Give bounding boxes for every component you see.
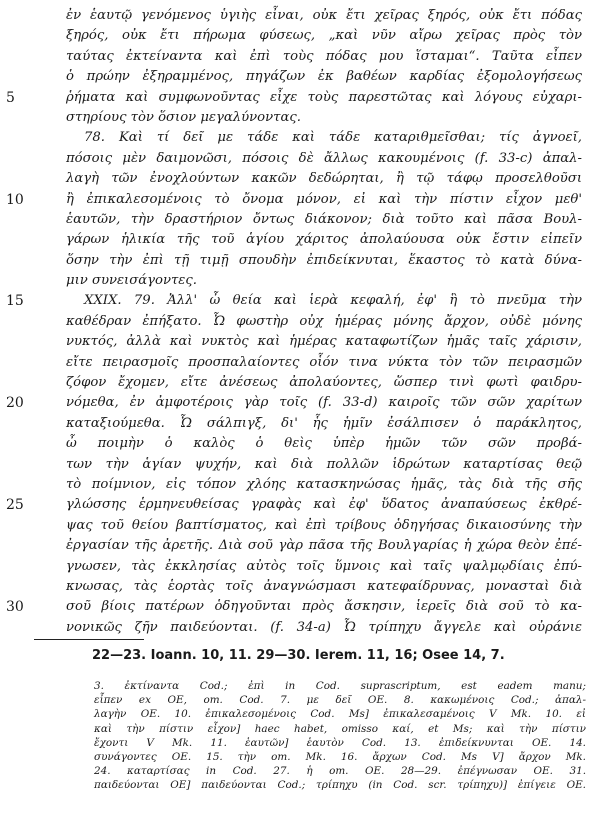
text-line — [0, 210, 600, 230]
line-text: ἐργασίαν τῆς ἀρετῆς. Διὰ σοῦ γὰρ πᾶσα τῆς Βουλγαρίας ἡ χώρα θεὸν ἐπέ- — [66, 538, 582, 554]
text-line — [0, 291, 600, 311]
text-line — [0, 190, 600, 210]
text-line — [0, 88, 600, 108]
text-line — [0, 536, 600, 556]
text-line — [0, 414, 600, 434]
line-number: 5 — [6, 89, 15, 106]
line-text: των τὴν ἁγίαν ψυχήν, καὶ διὰ πολλῶν ἱδρώτων καταρτίσας θεῷ — [66, 456, 582, 472]
text-line — [0, 353, 600, 373]
text-line — [0, 495, 600, 515]
critical-apparatus — [94, 679, 586, 793]
line-text: ἑαυτῶν, τὴν δραστήριον ὄντως διάκονον; διὰ τοῦτο καὶ πᾶσα Βουλ- — [66, 211, 582, 227]
text-line — [0, 67, 600, 87]
line-text: μιν συνεισάγοντες. — [66, 273, 197, 289]
text-line — [0, 251, 600, 271]
text-line — [0, 332, 600, 352]
text-line — [0, 393, 600, 413]
apparatus-line: λαγὴν OE. 10. ἐπικαλεσομένοις Cod. Ms] ἐπικαλεσαμένοις V Mk. 10. εἰ — [94, 708, 586, 721]
apparatus-line: 3. ἐκτίναντα Cod.; ἐπὶ in Cod. suprascriptum, est eadem manu; — [94, 680, 586, 692]
line-text: ψας τοῦ θείου βαπτίσματος, καὶ ἐπὶ τρίβους ὁδηγήσας δικαιοσύνης τὴν — [66, 517, 582, 533]
line-text: ἐν ἑαυτῷ γενόμενος ὑγιὴς εἶναι, οὐκ ἔτι χεῖρας ξηρός, οὐκ ἔτι πόδας — [66, 8, 582, 23]
line-text: λαγὴ τῶν ἐνοχλούντων κακῶν δεδώρηται, ἢ τῷ τάφῳ προσελθοῦσι — [66, 171, 582, 187]
line-text: νονικῶς ζῆν παιδεύονται. (f. 34-a) Ὦ τρίπηχυ ἄγγελε καὶ οὐράνιε — [66, 619, 582, 635]
text-line — [0, 6, 600, 26]
text-line — [0, 271, 600, 291]
line-text: κνωσας, τὰς ἑορτὰς τοῖς ἀναγνώσμασι κατεφαίδρυνας, μονασταὶ διὰ — [66, 578, 582, 594]
line-text: ξηρός, οὐκ ἔτι πήρωμα φύσεως, „καὶ νῦν αἴρω χεῖρας πρὸς τὸν — [66, 28, 582, 44]
line-text: XXIX. 79. Ἀλλ' ὦ θεία καὶ ἱερὰ κεφαλή, ἐφ' ἣ τὸ πνεῦμα τὴν — [84, 293, 582, 309]
text-line — [0, 312, 600, 332]
apparatus-line: παιδεύονται OE] παιδεύονται Cod.; τρίπηχυ (in Cod. scr. τρίπηχυ)] ἐπίγειε OE. — [94, 779, 586, 792]
line-text: καθέδραν ἐπήξατο. Ὦ φωστὴρ οὐχ ἡμέρας μόνης ἄρχον, οὐδὲ μόνης — [66, 313, 582, 329]
line-text: πόσοις μὲν δαιμονῶσι, πόσοις δὲ ἄλλως κακουμένοις (f. 33-c) ἀπαλ- — [66, 150, 582, 166]
line-text: γλώσσης ἑρμηνευθείσας γραφὰς καὶ ἐφ' ὕδατος ἀναπαύσεως ἐκθρέ- — [66, 497, 582, 513]
line-text: ὅσην τὴν ἐπὶ τῇ τιμῇ σπουδὴν ἐπιδείκνυται, ἕκαστος τὸ κατὰ δύνα- — [66, 252, 582, 268]
text-line — [0, 597, 600, 617]
line-text: 78. Καὶ τί δεῖ με τάδε καὶ τάδε καταριθμεῖσθαι; τίς ἀγνοεῖ, — [84, 130, 582, 146]
line-number: 15 — [6, 293, 24, 310]
line-text: ὁ πρώην ἐξηραμμένος, πηγάζων ἐκ βαθέων καρδίας ἐξομολογήσεως — [66, 69, 582, 85]
text-line — [0, 149, 600, 169]
line-text: νυκτός, ἀλλὰ καὶ νυκτὸς καὶ ἡμέρας καταφωτίζων ἡμᾶς ταῖς χάρισιν, — [66, 334, 582, 350]
line-text: νόμεθα, ἐν ἀμφοτέροις γὰρ τοῖς (f. 33-d) καιροῖς τῶν σῶν χαρίτων — [66, 395, 582, 411]
text-line — [0, 169, 600, 189]
line-number: 20 — [6, 395, 24, 412]
line-number: 25 — [6, 497, 24, 514]
apparatus-line: εἶπεν ex OE, om. Cod. 7. με δεῖ OE. 8. κακωμένοις Cod.; ἀπαλ- — [94, 694, 586, 707]
footnote-separator — [34, 639, 144, 640]
line-number: 30 — [6, 599, 24, 616]
line-number: 10 — [6, 191, 24, 208]
text-line — [0, 455, 600, 475]
line-text: εἴτε πειρασμοῖς προσπαλαίοντες οἷόν τινα νύκτα τὸν τῶν πειρασμῶν — [66, 354, 582, 370]
apparatus-line: καὶ τὴν πίστιν εἶχον] haec habet, omisso καί, et Ms; καὶ τὴν πίστιν — [94, 722, 586, 735]
text-line — [0, 618, 600, 638]
line-text: καταξιούμεθα. Ὦ σάλπιγξ, δι' ἧς ἡμῖν ἐσάλπισεν ὁ παράκλητος, — [66, 415, 582, 431]
line-text: ταύτας ἐκτείναντα καὶ ἐπὶ τοὺς πόδας μου ἵσταμαι“. Ταῦτα εἶπεν — [66, 48, 582, 64]
apparatus-line: ἔχοντι V Mk. 11. ἑαυτῶν] ἑαυτὸν Cod. 13. ἐπιδείκνυνται OE. 14. — [94, 736, 586, 749]
text-line — [0, 230, 600, 250]
text-line — [0, 26, 600, 46]
scripture-references: 22—23. Ioann. 10, 11. 29—30. Ierem. 11, 16; Osee 14, 7. — [92, 648, 505, 663]
text-line — [0, 577, 600, 597]
line-text: γάρων ἡλικία τῆς τοῦ ἁγίου χάριτος ἀπολαύουσα οὐκ ἔστιν εἰπεῖν — [66, 232, 582, 248]
text-line — [0, 434, 600, 454]
text-line — [0, 373, 600, 393]
line-text: γνωσεν, τὰς ἐκκλησίας αὐτὸς τοῖς ὕμνοις καὶ ταῖς ψαλμῳδίαις ἐπύ- — [66, 558, 582, 574]
line-text: ἢ ἐπικαλεσομένοις τὸ ὄνομα μόνον, εἰ καὶ τὴν πίστιν εἶχον μεθ' — [66, 191, 582, 207]
line-text: ῥήματα καὶ συμφωνοῦντας εἶχε τοὺς παρεστῶτας καὶ λόγους εὐχαρι- — [66, 89, 582, 105]
apparatus-line: συνάγοντες OE. 15. τὴν om. Mk. 16. ἄρχων Cod. Ms V] ἄρχον Mk. — [94, 750, 586, 763]
text-line — [0, 475, 600, 495]
line-text: στηρίους τὸν ὅσιον μεγαλύνοντας. — [66, 109, 301, 125]
line-text: τὸ ποίμνιον, εἰς τόπον χλόης κατασκηνώσας ἡμᾶς, τὰς διὰ τῆς σῆς — [66, 476, 582, 492]
line-text: σοῦ βίοις πατέρων ὁδηγοῦνται πρὸς ἄσκησιν, ἱερεῖς διὰ σοῦ τὸ κα- — [66, 599, 582, 615]
apparatus-line: 24. καταρτίσας in Cod. 27. ἡ om. OE. 28—29. ἐπέγνωσαν OE. 31. — [94, 765, 586, 778]
line-text: ὦ ποιμὴν ὁ καλὸς ὁ θεὶς ὑπὲρ ἡμῶν τῶν σῶν προβά- — [66, 436, 582, 452]
main-text-block — [0, 6, 600, 638]
text-line — [0, 108, 600, 128]
text-line — [0, 47, 600, 67]
text-line — [0, 516, 600, 536]
text-line — [0, 128, 600, 148]
line-text: ζόφον ἔχομεν, εἴτε ἀνέσεως ἀπολαύοντες, ὥσπερ τινὶ φωτὶ φαιδρυ- — [66, 375, 582, 391]
text-line — [0, 557, 600, 577]
